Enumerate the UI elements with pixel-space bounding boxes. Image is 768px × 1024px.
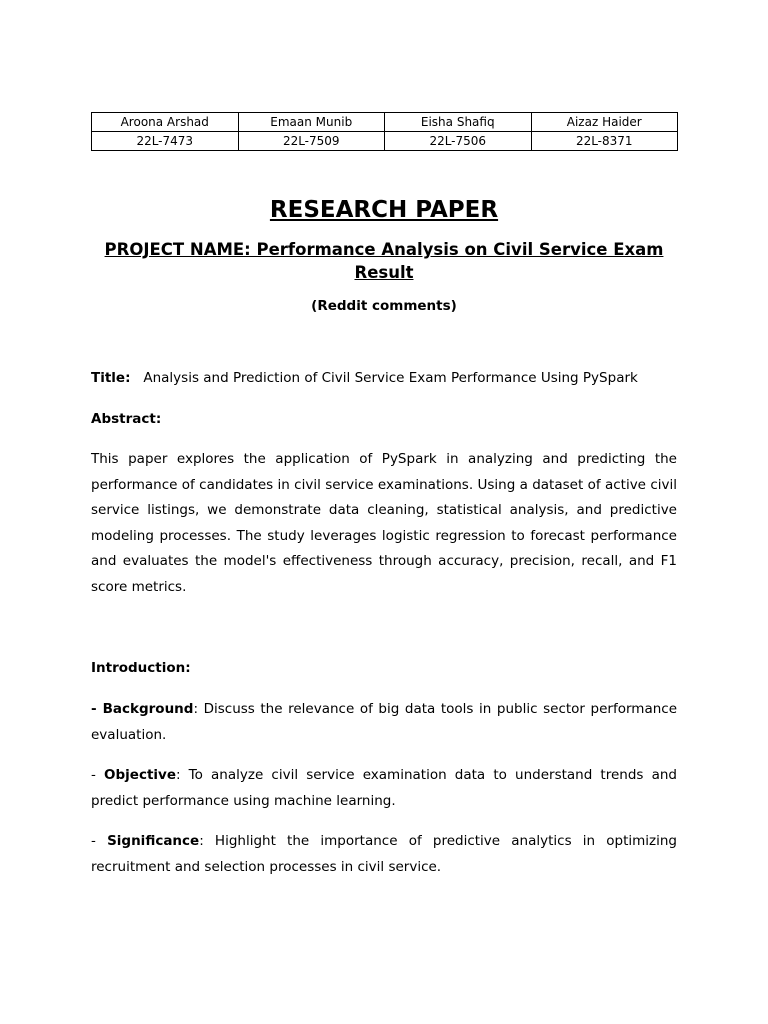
intro-item-label: Objective — [104, 767, 176, 783]
intro-item-background — [91, 697, 677, 748]
title-line — [91, 366, 677, 392]
intro-item-label: Significance — [107, 833, 200, 849]
author-name-cell: Aizaz Haider — [531, 113, 678, 132]
abstract-heading: Abstract: — [91, 411, 162, 427]
subnote: (Reddit comments) — [311, 298, 457, 314]
author-id-cell: 22L-7473 — [92, 132, 239, 151]
author-name-cell: Eisha Shafiq — [385, 113, 532, 132]
intro-item-text: : Discuss the relevance of big data tools in public sector performance evaluation. — [91, 701, 677, 743]
authors-table — [91, 112, 678, 151]
intro-item-objective — [91, 763, 677, 814]
title-label: Title: — [91, 370, 131, 386]
author-name-cell: Aroona Arshad — [92, 113, 239, 132]
intro-item-prefix: - — [91, 701, 103, 717]
abstract-body: This paper explores the application of PySpark in analyzing and predicting the performance of candidates in civil service examinations. Using a dataset of active civil service listings, we demonstrate data cleaning, statistical analysis, and predictive modeling processes. The study leverages logistic regression to forecast performance and evaluates the model's effectiveness through accuracy, precision, recall, and F1 score metrics. — [91, 451, 677, 595]
intro-item-significance — [91, 829, 677, 880]
document-heading: RESEARCH PAPER — [269, 197, 499, 223]
author-id-cell: 22L-7506 — [385, 132, 532, 151]
introduction-heading: Introduction: — [91, 660, 191, 676]
intro-item-prefix: - — [91, 767, 105, 783]
authors-name-row — [92, 113, 678, 132]
author-name-cell: Emaan Munib — [238, 113, 385, 132]
title-text: Analysis and Prediction of Civil Service Exam Performance Using PySpark — [143, 370, 638, 386]
intro-item-text: : To analyze civil service examination data to understand trends and predict performance using machine learning. — [91, 767, 677, 809]
author-id-cell: 22L-8371 — [531, 132, 678, 151]
authors-id-row — [92, 132, 678, 151]
intro-item-prefix: - — [91, 833, 108, 849]
project-name: PROJECT NAME: Performance Analysis on Civil Service Exam Result — [104, 240, 664, 282]
intro-item-text: : Highlight the importance of predictive analytics in optimizing recruitment and selection processes in civil service. — [91, 833, 678, 875]
intro-item-label: Background — [102, 701, 194, 717]
author-id-cell: 22L-7509 — [238, 132, 385, 151]
